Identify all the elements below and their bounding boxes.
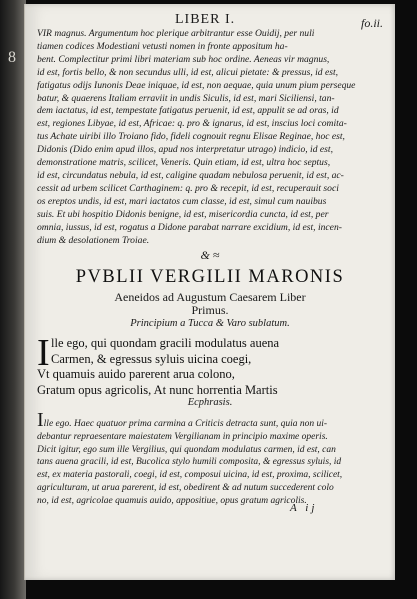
commentary-line: est, regiones Libyae, id est, Africae: q. pro & ignarus, id est, inscius loci comita- (37, 118, 347, 130)
section-ornament: & ≈ (200, 248, 220, 262)
commentary-line: suis. Et ubi hospitio Didonis benigne, id est, misericordia cuncta, id est, per (37, 208, 329, 220)
commentary-line: agriculturam, ut arua parerent, id est, obedirent & ad nutum succederent colo (37, 482, 334, 493)
verse-drop-initial: I (37, 332, 50, 374)
folio-number: fo.ii. (360, 16, 383, 30)
commentary-initial: I (37, 409, 44, 431)
ecphrasis-commentary (37, 409, 387, 508)
principium-note: Principium a Tucca & Varo sublatum. (130, 318, 290, 329)
book-number: Primus. (191, 303, 229, 317)
commentary-line: demonstratione matris, scilicet, Veneris. Quin etiam, id est, ultra hoc septus, (37, 157, 331, 169)
signature-mark: A ij (290, 502, 318, 514)
commentary-line: dium & desolationem Troiae. (37, 234, 150, 246)
commentary-line: id est, circundatus nebula, id est, caligine quadam nebulosa peruenit, id est, ac- (37, 169, 344, 181)
commentary-line: bent. Complectitur primi libri materiam sub hoc ordine. Aeneas vir magnus, (37, 53, 330, 65)
commentary-line: dem iactatus, id est, tempestate fatigatus peruenit, id est, appulit se ad oras, id (37, 105, 339, 117)
verse-line: Gratum opus agricolis, At nunc horrentia Martis (37, 382, 278, 397)
commentary-line: tus Achate uiribi illo Troiano fido, fideli cognouit regnu Elisae Reginae, hoc est, (37, 131, 345, 143)
verse-line: Carmen, & egressus syluis uicina coegi, (51, 351, 252, 366)
verse-line: Vt quamuis auido parerent arua colono, (37, 367, 235, 381)
book-page (24, 4, 395, 580)
commentary-line: omnia, iussus, id est, rogatus a Didone parabat narrare excidium, id est, incen- (37, 221, 342, 233)
commentary-line: tans auena gracili, id est, Bucolica stylo humili composita, & egressus syluis, id (37, 457, 342, 468)
commentary-line: cessit ad urbem scilicet Carthaginem: q. pro & recepit, id est, recuperauit soci (37, 182, 339, 194)
commentary-line: no, id est, agricolae quamuis auido, appositiue, opus gratum agricolis. (37, 495, 307, 506)
book-spine-gutter (0, 0, 26, 599)
verse-line: lle ego, qui quondam gracili modulatus auena (51, 336, 280, 350)
commentary-line: Dicit igitur, ego sum ille Vergilius, qui quondam modulatus carmen, id est, can (37, 444, 336, 455)
spine-ornament: 8 (8, 49, 16, 66)
commentary-line: debantur repraesentare maiestatem Vergilianam in principio maxime operis. (37, 431, 328, 442)
commentary-line: est, ex materia pastorali, coegi, id est, composui uicina, id est, proxima, scilicet, (37, 470, 343, 481)
argument-commentary (37, 28, 387, 247)
commentary-line: VIR magnus. Argumentum hoc plerique arbitrantur esse Ouidij, per nuli (37, 28, 315, 39)
opening-verses (37, 332, 280, 398)
book-title: PVBLII VERGILII MARONIS (75, 267, 345, 287)
commentary-line: Didonis (Dido enim apud illos, apud nos interpretatur utrago) indicio, id est, (37, 144, 333, 156)
running-head: LIBER I. (175, 12, 236, 27)
commentary-line: tiamen codices Modestiani vetusti nomen in fronte appositum ha- (37, 40, 288, 52)
commentary-line: os ereptos undis, id est, mari iactatos cum classe, id est, simul cum nauibus (37, 195, 327, 207)
book-subtitle: Aeneidos ad Augustum Caesarem Liber (114, 290, 306, 304)
commentary-line: Ille ego. Haec quatuor prima carmina a Criticis detracta sunt, quia non ui- (37, 409, 328, 431)
commentary-line: fatigatus odijs Iunonis Deae iniquae, id est, non aequae, quia unum pium perseque (37, 79, 356, 91)
ecphrasis-heading: Ecphrasis. (187, 397, 233, 408)
commentary-line: id est, fortis bello, & non secundus ulli, id est, alicui pietate: & pressus, id est, (37, 66, 339, 78)
commentary-line: batur, & quaerens Italiam erraviit in undis Siculis, id est, mari Siciliensi, tan- (37, 92, 335, 104)
